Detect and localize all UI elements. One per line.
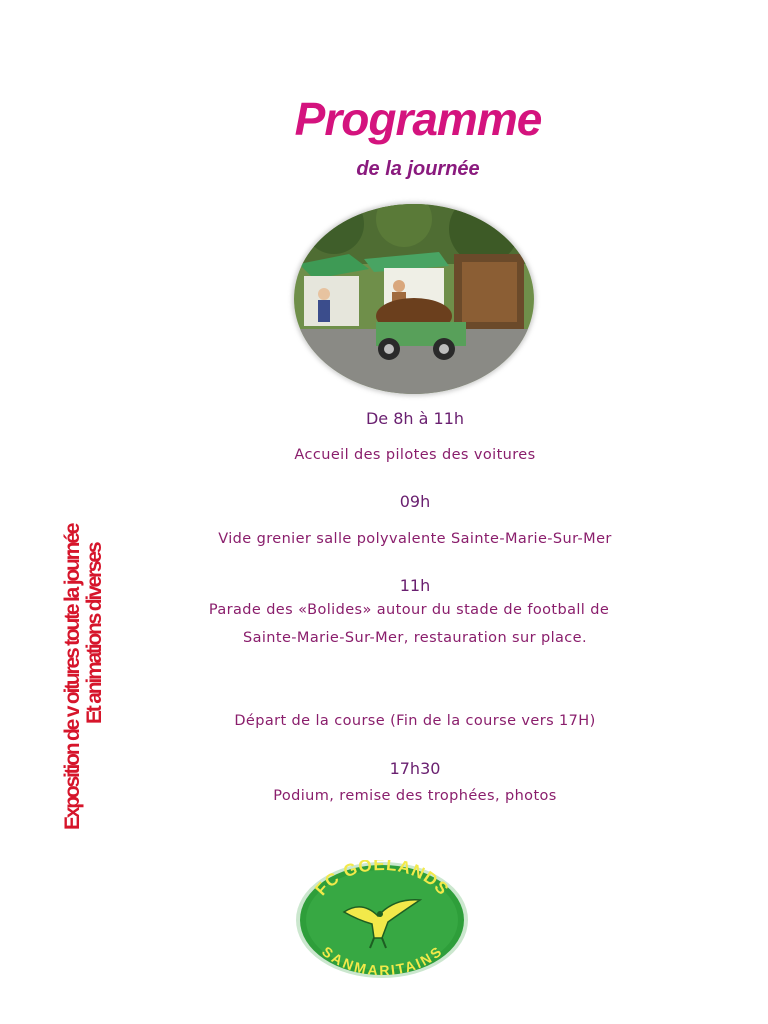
side-banner-line-2: Et animations diverses <box>83 543 106 724</box>
logo-top-text: FC GOELANDS <box>311 860 453 900</box>
schedule-desc-2: Vide grenier salle polyvalente Sainte-Marie-Sur-Mer <box>218 531 612 547</box>
schedule-time-1: De 8h à 11h <box>365 409 465 428</box>
club-logo <box>292 860 472 980</box>
schedule-time-5: 17h30 <box>389 759 441 778</box>
page-title: Programme <box>294 93 542 145</box>
schedule-desc-3b: Sainte-Marie-Sur-Mer, restauration sur place. <box>242 630 587 646</box>
side-banner-line-1: Exposition de v oitures toute la journée <box>61 524 84 830</box>
schedule-desc-3: Parade des «Bolides» autour du stade de football de <box>208 602 610 618</box>
logo-bottom-text: SANMARITAINS <box>318 943 446 979</box>
event-photo <box>294 204 534 394</box>
page-subtitle: de la journée <box>356 158 480 180</box>
schedule-time-3: 11h <box>399 576 431 595</box>
schedule-desc-1: Accueil des pilotes des voitures <box>294 447 536 463</box>
schedule-desc-5: Podium, remise des trophées, photos <box>273 788 557 804</box>
schedule-time-2: 09h <box>399 492 431 511</box>
schedule-desc-4: Départ de la course (Fin de la course vers 17H) <box>234 713 596 729</box>
